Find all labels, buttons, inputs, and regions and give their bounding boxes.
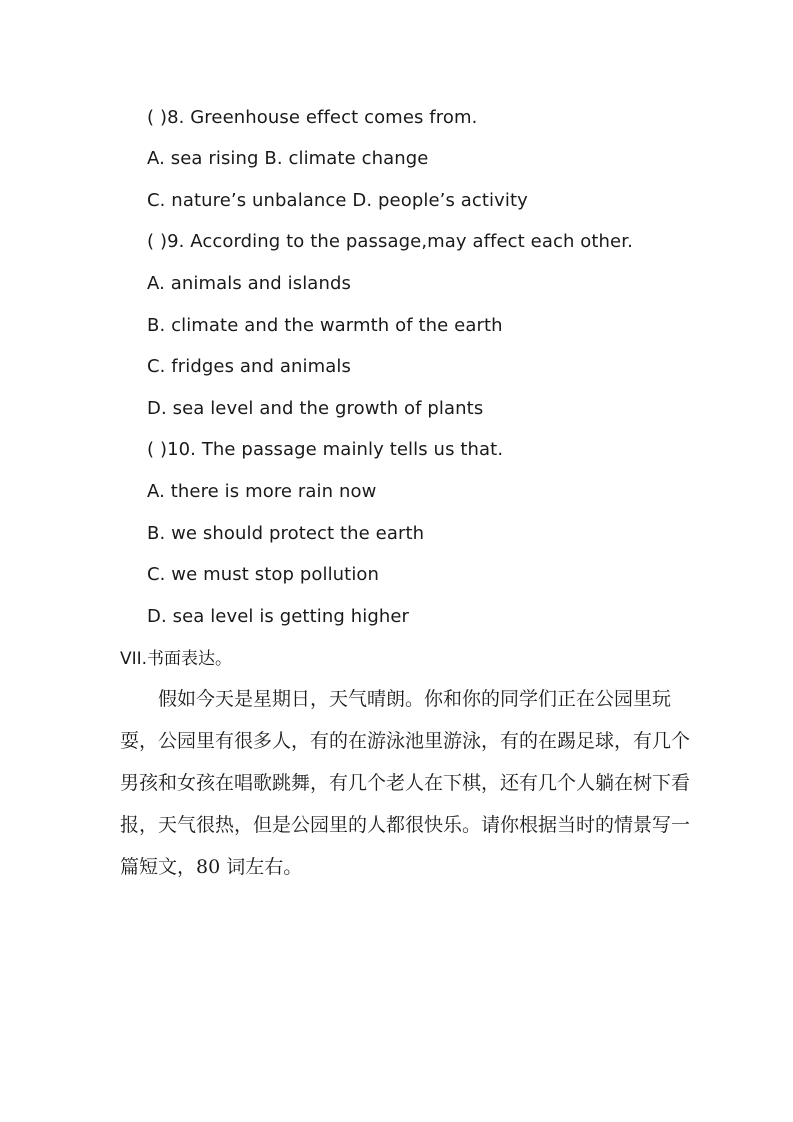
question-9-option-b: B. climate and the warmth of the earth xyxy=(147,315,503,336)
question-10-option-a: A. there is more rain now xyxy=(147,481,377,502)
question-9-option-d: D. sea level and the growth of plants xyxy=(147,398,484,419)
question-10-stem: ( )10. The passage mainly tells us that. xyxy=(147,439,504,460)
question-8-options-ab: A. sea rising B. climate change xyxy=(147,148,429,169)
question-9-option-c: C. fridges and animals xyxy=(147,356,351,377)
writing-prompt-line-2: 耍，公园里有很多人，有的在游泳池里游泳，有的在踢足球，有几个 xyxy=(120,730,691,752)
question-9-option-a: A. animals and islands xyxy=(147,273,351,294)
question-10-option-b: B. we should protect the earth xyxy=(147,523,425,544)
question-8-stem: ( )8. Greenhouse effect comes from. xyxy=(147,107,478,128)
writing-prompt-line-1: 假如今天是星期日，天气晴朗。你和你的同学们正在公园里玩 xyxy=(120,688,672,710)
question-9-stem: ( )9. According to the passage,may affect each other. xyxy=(147,231,633,252)
question-10-option-c: C. we must stop pollution xyxy=(147,564,380,585)
writing-section-heading: VII.书面表达。 xyxy=(120,649,233,669)
writing-prompt-line-4: 报，天气很热，但是公园里的人都很快乐。请你根据当时的情景写一 xyxy=(120,814,691,836)
question-8-options-cd: C. nature’s unbalance D. people’s activity xyxy=(147,190,528,211)
writing-prompt-line-5: 篇短文，80 词左右。 xyxy=(120,856,303,878)
question-10-option-d: D. sea level is getting higher xyxy=(147,606,410,627)
writing-prompt-line-3: 男孩和女孩在唱歌跳舞，有几个老人在下棋，还有几个人躺在树下看 xyxy=(120,772,691,794)
